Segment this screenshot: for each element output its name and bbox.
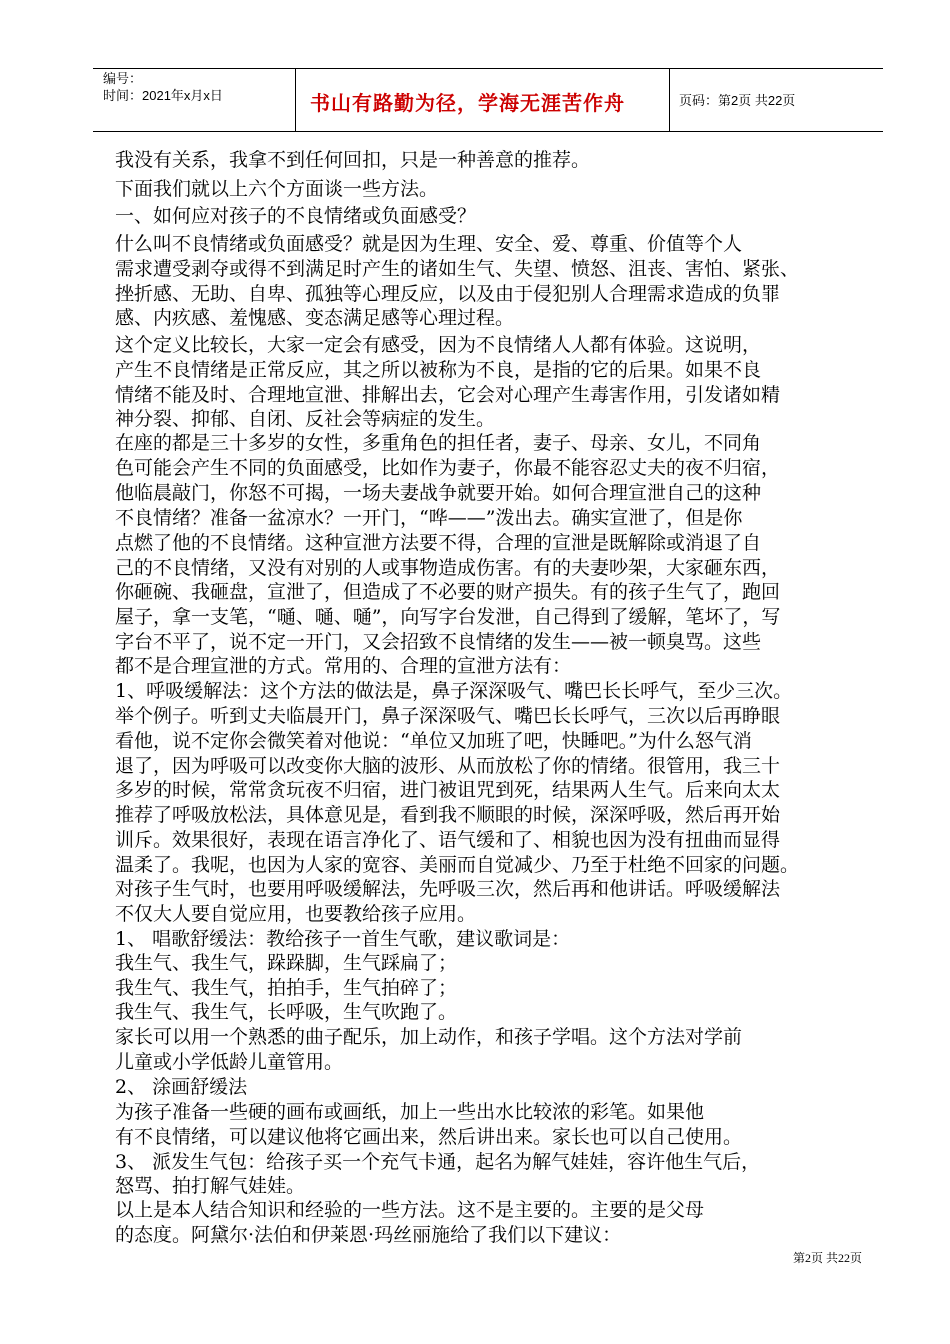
body-line: 需求遭受剥夺或得不到满足时产生的诸如生气、失望、愤怒、沮丧、害怕、紧张、 bbox=[115, 258, 800, 280]
body-line: 多岁的时候，常常贪玩夜不归宿，进门被诅咒到死，结果两人生气。后来向太太 bbox=[115, 779, 781, 801]
body-line: 的态度。阿黛尔·法伯和伊莱恩·玛丝丽施给了我们以下建议： bbox=[115, 1224, 622, 1246]
page-info: 页码：第2页 共22页 bbox=[679, 93, 796, 108]
body-line: 他临晨敲门，你怒不可揭，一场夫妻战争就要开始。如何合理宣泄自己的这种 bbox=[115, 482, 762, 504]
body-line: 色可能会产生不同的负面感受，比如作为妻子，你最不能容忍丈夫的夜不归宿， bbox=[115, 457, 781, 479]
body-line: 感、内疚感、羞愧感、变态满足感等心理过程。 bbox=[115, 307, 515, 329]
body-line: 温柔了。我呢，也因为人家的宽容、美丽而自觉减少、乃至于杜绝不回家的问题。 bbox=[115, 854, 800, 876]
body-line: 不良情绪？准备一盆凉水？一开门，“哗——”泼出去。确实宣泄了，但是你 bbox=[115, 507, 743, 529]
body-line: 怒骂、拍打解气娃娃。 bbox=[115, 1175, 306, 1197]
body-line: 这个定义比较长，大家一定会有感受，因为不良情绪人人都有体验。这说明， bbox=[115, 334, 762, 356]
body-line: 1、 唱歌舒缓法：教给孩子一首生气歌，建议歌词是： bbox=[115, 928, 571, 950]
motto-text: 书山有路勤为径，学海无涯苦作舟 bbox=[310, 91, 625, 115]
body-line: 看他，说不定你会微笑着对他说：“单位又加班了吧，快睡吧。”为什么怒气消 bbox=[115, 730, 752, 752]
body-line: 家长可以用一个熟悉的曲子配乐，加上动作，和孩子学唱。这个方法对学前 bbox=[115, 1026, 743, 1048]
header-meta-cell bbox=[93, 69, 295, 131]
body-line: 屋子，拿一支笔，“嗵、嗵、嗵”，向写字台发泄，自己得到了缓解，笔坏了，写 bbox=[115, 606, 781, 628]
body-line: 下面我们就以上六个方面谈一些方法。 bbox=[115, 178, 439, 200]
body-line: 3、 派发生气包：给孩子买一个充气卡通，起名为解气娃娃，容许他生气后， bbox=[115, 1151, 761, 1173]
header-motto-cell bbox=[295, 69, 670, 131]
body-line: 我生气、我生气，拍拍手，生气拍碎了； bbox=[115, 977, 458, 999]
page-header bbox=[93, 68, 883, 132]
body-line: 推荐了呼吸放松法，具体意见是，看到我不顺眼的时候，深深呼吸，然后再开始 bbox=[115, 804, 781, 826]
number-label: 编号： bbox=[103, 71, 143, 86]
page-footer: 第2页 共22页 bbox=[792, 1251, 862, 1265]
body-line: 产生不良情绪是正常反应，其之所以被称为不良，是指的它的后果。如果不良 bbox=[115, 359, 762, 381]
body-line: 举个例子。听到丈夫临晨开门，鼻子深深吸气、嘴巴长长呼气，三次以后再睁眼 bbox=[115, 705, 781, 727]
body-line: 点燃了他的不良情绪。这种宣泄方法要不得，合理的宣泄是既解除或消退了自 bbox=[115, 532, 762, 554]
body-line: 字台不平了，说不定一开门，又会招致不良情绪的发生——被一顿臭骂。这些 bbox=[115, 631, 762, 653]
body-line: 挫折感、无助、自卑、孤独等心理反应，以及由于侵犯别人合理需求造成的负罪 bbox=[115, 283, 781, 305]
time-label: 时间：2021年x月x日 bbox=[103, 88, 223, 103]
body-line: 有不良情绪，可以建议他将它画出来，然后讲出来。家长也可以自己使用。 bbox=[115, 1126, 743, 1148]
body-line: 退了，因为呼吸可以改变你大脑的波形、从而放松了你的情绪。很管用，我三十 bbox=[115, 755, 781, 777]
body-line: 我生气、我生气，长呼吸，生气吹跑了。 bbox=[115, 1001, 458, 1023]
body-line: 你砸碗、我砸盘，宣泄了，但造成了不必要的财产损失。有的孩子生气了，跑回 bbox=[115, 581, 781, 603]
body-line: 什么叫不良情绪或负面感受？就是因为生理、安全、爱、尊重、价值等个人 bbox=[115, 233, 743, 255]
body-line: 儿童或小学低龄儿童管用。 bbox=[115, 1051, 344, 1073]
body-line: 在座的都是三十多岁的女性，多重角色的担任者，妻子、母亲、女儿，不同角 bbox=[115, 432, 762, 454]
body-line: 以上是本人结合知识和经验的一些方法。这不是主要的。主要的是父母 bbox=[115, 1199, 705, 1221]
body-line: 为孩子准备一些硬的画布或画纸，加上一些出水比较浓的彩笔。如果他 bbox=[115, 1101, 705, 1123]
body-line: 一、如何应对孩子的不良情绪或负面感受？ bbox=[115, 205, 477, 227]
body-line: 我生气、我生气，跺跺脚，生气踩扁了； bbox=[115, 952, 458, 974]
header-page-cell bbox=[669, 69, 883, 131]
body-line: 都不是合理宣泄的方式。常用的、合理的宣泄方法有： bbox=[115, 655, 572, 677]
body-line: 己的不良情绪，又没有对别的人或事物造成伤害。有的夫妻吵架，大家砸东西， bbox=[115, 557, 781, 579]
body-line: 情绪不能及时、合理地宣泄、排解出去，它会对心理产生毒害作用，引发诸如精 bbox=[115, 384, 781, 406]
body-line: 训斥。效果很好，表现在语言净化了、语气缓和了、相貌也因为没有扭曲而显得 bbox=[115, 829, 781, 851]
body-line: 2、 涂画舒缓法 bbox=[115, 1076, 248, 1098]
body-line: 对孩子生气时，也要用呼吸缓解法，先呼吸三次，然后再和他讲话。呼吸缓解法 bbox=[115, 878, 781, 900]
body-line: 我没有关系，我拿不到任何回扣，只是一种善意的推荐。 bbox=[115, 149, 591, 171]
body-line: 神分裂、抑郁、自闭、反社会等病症的发生。 bbox=[115, 408, 496, 430]
body-line: 1、呼吸缓解法：这个方法的做法是，鼻子深深吸气、嘴巴长长呼气，至少三次。 bbox=[115, 680, 793, 702]
body-line: 不仅大人要自觉应用，也要教给孩子应用。 bbox=[115, 903, 477, 925]
